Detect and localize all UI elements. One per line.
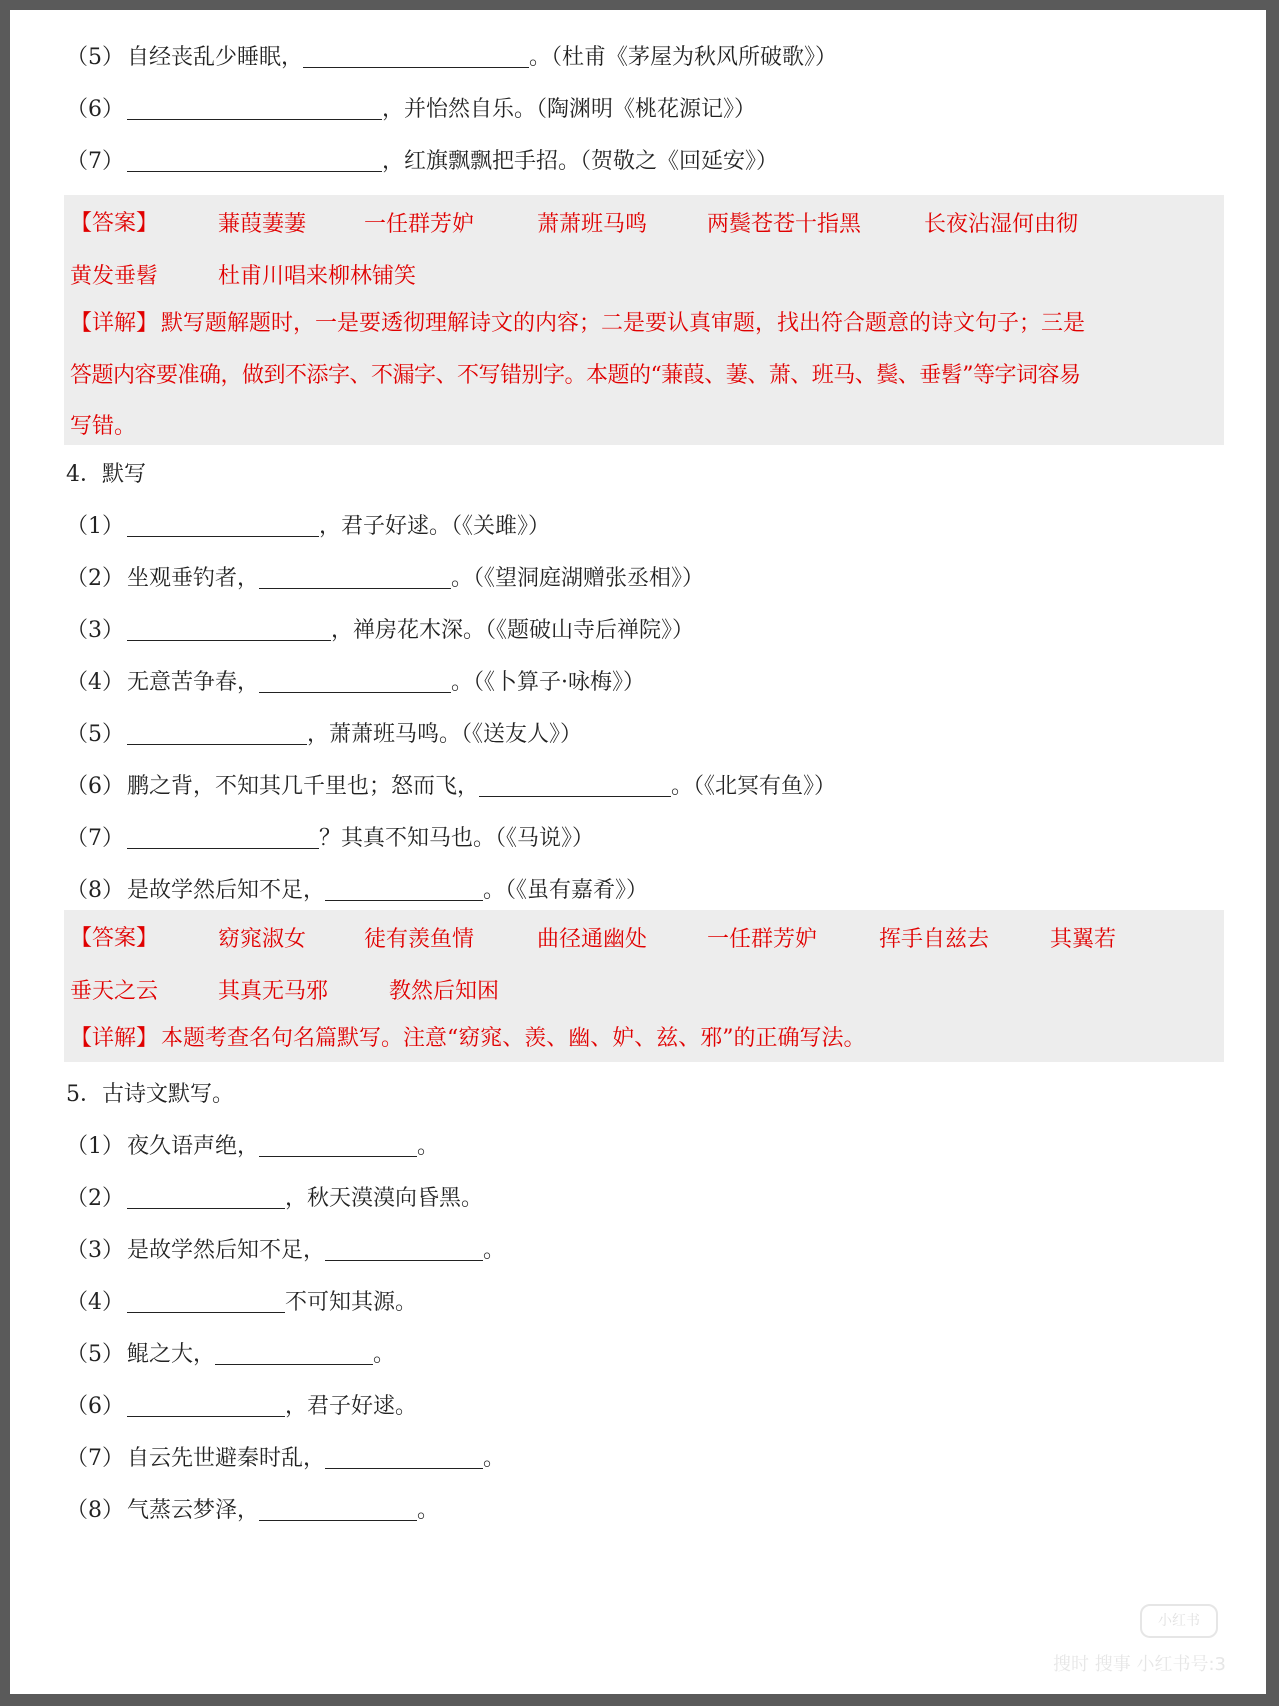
line-text-before: 自经丧乱少睡眠， bbox=[127, 45, 304, 70]
fill-blank[interactable] bbox=[479, 774, 671, 797]
line-text-after: 。 bbox=[373, 1342, 396, 1367]
item-number: （3） bbox=[66, 1238, 124, 1263]
item-number: （4） bbox=[66, 1290, 124, 1315]
line-text-before: 鲲之大， bbox=[127, 1342, 216, 1367]
line-text-after: 。（《卜算子·咏梅》） bbox=[451, 670, 646, 695]
fill-blank[interactable] bbox=[127, 149, 382, 172]
answer-label: 【答案】 bbox=[70, 211, 159, 236]
answer-item: 教然后知困 bbox=[389, 979, 500, 1004]
fill-blank[interactable] bbox=[259, 1498, 417, 1521]
answer-item: 萧萧班马鸣 bbox=[537, 212, 648, 237]
document-page bbox=[10, 10, 1266, 1694]
line-text-after: 。 bbox=[417, 1134, 440, 1159]
answer-item: 长夜沾湿何由彻 bbox=[924, 212, 1079, 237]
fill-blank[interactable] bbox=[127, 514, 319, 537]
answer-item: 一任群芳妒 bbox=[364, 212, 475, 237]
answer-item: 两鬓苍苍十指黑 bbox=[707, 212, 862, 237]
question-heading: 5．古诗文默写。 bbox=[66, 1082, 234, 1107]
line-text-after: 。 bbox=[483, 1446, 506, 1471]
answer-item: 垂天之云 bbox=[70, 979, 159, 1004]
line-text-after: 。（杜甫《茅屋为秋风所破歌》） bbox=[529, 45, 838, 70]
fill-blank[interactable] bbox=[127, 1186, 285, 1209]
line-text-after: ，红旗飘飘把手招。（贺敬之《回延安》） bbox=[382, 149, 779, 174]
detail-text: 本题考查名句名篇默写。注意“窈窕、羡、幽、妒、兹、邪”的正确写法。 bbox=[161, 1026, 866, 1051]
fill-blank[interactable] bbox=[325, 878, 483, 901]
line-text-before: 气蒸云梦泽， bbox=[127, 1498, 260, 1523]
watermark-logo: 小红书 bbox=[1140, 1604, 1218, 1638]
answer-item: 一任群芳妒 bbox=[707, 927, 818, 952]
item-number: （3） bbox=[66, 618, 124, 643]
line-text-after: 。 bbox=[483, 1238, 506, 1263]
item-number: （1） bbox=[66, 1134, 124, 1159]
answer-label: 【答案】 bbox=[70, 926, 159, 951]
fill-blank[interactable] bbox=[127, 826, 319, 849]
line-text-after: ，并怡然自乐。（陶渊明《桃花源记》） bbox=[382, 97, 757, 122]
line-text-after: ，禅房花木深。（《题破山寺后禅院》） bbox=[331, 618, 695, 643]
line-text-before: 无意苦争春， bbox=[127, 670, 260, 695]
answer-item: 徒有羡鱼情 bbox=[364, 927, 475, 952]
detail-label: 【详解】 bbox=[70, 1026, 159, 1051]
answer-box-2 bbox=[64, 910, 1224, 1062]
item-number: （5） bbox=[66, 722, 124, 747]
item-number: （7） bbox=[66, 149, 124, 174]
item-number: （8） bbox=[66, 878, 124, 903]
fill-blank[interactable] bbox=[303, 45, 529, 68]
fill-blank[interactable] bbox=[127, 97, 382, 120]
fill-blank[interactable] bbox=[127, 1290, 285, 1313]
item-number: （1） bbox=[66, 514, 124, 539]
item-number: （6） bbox=[66, 1394, 124, 1419]
answer-item: 窈窕淑女 bbox=[218, 927, 307, 952]
answer-item: 黄发垂髫 bbox=[70, 264, 159, 289]
fill-blank[interactable] bbox=[127, 1394, 285, 1417]
line-text-before: 是故学然后知不足， bbox=[127, 878, 326, 903]
item-number: （2） bbox=[66, 566, 124, 591]
answer-box-1 bbox=[64, 195, 1224, 445]
line-text-after: 。（《望洞庭湖赠张丞相》） bbox=[451, 566, 705, 591]
detail-text: 答题内容要准确，做到不添字、不漏字、不写错别字。本题的“蒹葭、萋、萧、班马、鬓、垂髫”等字词容易 bbox=[70, 363, 1081, 388]
watermark-text: 搜时 搜事 小红书号:3 bbox=[1053, 1654, 1226, 1675]
fill-blank[interactable] bbox=[259, 670, 451, 693]
detail-text: 写错。 bbox=[70, 414, 137, 439]
fill-blank[interactable] bbox=[325, 1446, 483, 1469]
question-heading: 4．默写 bbox=[66, 462, 146, 487]
item-number: （7） bbox=[66, 826, 124, 851]
answer-item: 曲径通幽处 bbox=[537, 927, 648, 952]
answer-item: 蒹葭萋萋 bbox=[218, 212, 307, 237]
item-number: （5） bbox=[66, 1342, 124, 1367]
answer-item: 其真无马邪 bbox=[218, 979, 329, 1004]
answer-item: 挥手自兹去 bbox=[879, 927, 990, 952]
line-text-after: ，萧萧班马鸣。（《送友人》） bbox=[307, 722, 583, 747]
answer-item: 杜甫川唱来柳林铺笑 bbox=[218, 264, 417, 289]
line-text-after: 不可知其源。 bbox=[285, 1290, 418, 1315]
item-number: （4） bbox=[66, 670, 124, 695]
item-number: （6） bbox=[66, 97, 124, 122]
item-number: （2） bbox=[66, 1186, 124, 1211]
line-text-before: 自云先世避秦时乱， bbox=[127, 1446, 326, 1471]
answer-item: 其翼若 bbox=[1050, 927, 1117, 952]
line-text-before: 坐观垂钓者， bbox=[127, 566, 260, 591]
item-number: （5） bbox=[66, 45, 124, 70]
fill-blank[interactable] bbox=[259, 566, 451, 589]
line-text-after: ？其真不知马也。（《马说》） bbox=[319, 826, 595, 851]
fill-blank[interactable] bbox=[325, 1238, 483, 1261]
fill-blank[interactable] bbox=[127, 722, 307, 745]
line-text-after: ，君子好逑。 bbox=[285, 1394, 418, 1419]
line-text-after: ，君子好逑。（《关雎》） bbox=[319, 514, 551, 539]
fill-blank[interactable] bbox=[259, 1134, 417, 1157]
fill-blank[interactable] bbox=[215, 1342, 373, 1365]
line-text-before: 是故学然后知不足， bbox=[127, 1238, 326, 1263]
item-number: （8） bbox=[66, 1498, 124, 1523]
line-text-before: 鹏之背，不知其几千里也；怒而飞， bbox=[127, 774, 480, 799]
item-number: （7） bbox=[66, 1446, 124, 1471]
fill-blank[interactable] bbox=[127, 618, 331, 641]
detail-text: 默写题解题时，一是要透彻理解诗文的内容；二是要认真审题，找出符合题意的诗文句子；三是 bbox=[161, 311, 1086, 336]
line-text-after: 。 bbox=[417, 1498, 440, 1523]
line-text-after: ，秋天漠漠向昏黑。 bbox=[285, 1186, 484, 1211]
line-text-after: 。（《虽有嘉肴》） bbox=[483, 878, 649, 903]
line-text-after: 。（《北冥有鱼》） bbox=[671, 774, 837, 799]
detail-label: 【详解】 bbox=[70, 311, 159, 336]
line-text-before: 夜久语声绝， bbox=[127, 1134, 260, 1159]
item-number: （6） bbox=[66, 774, 124, 799]
